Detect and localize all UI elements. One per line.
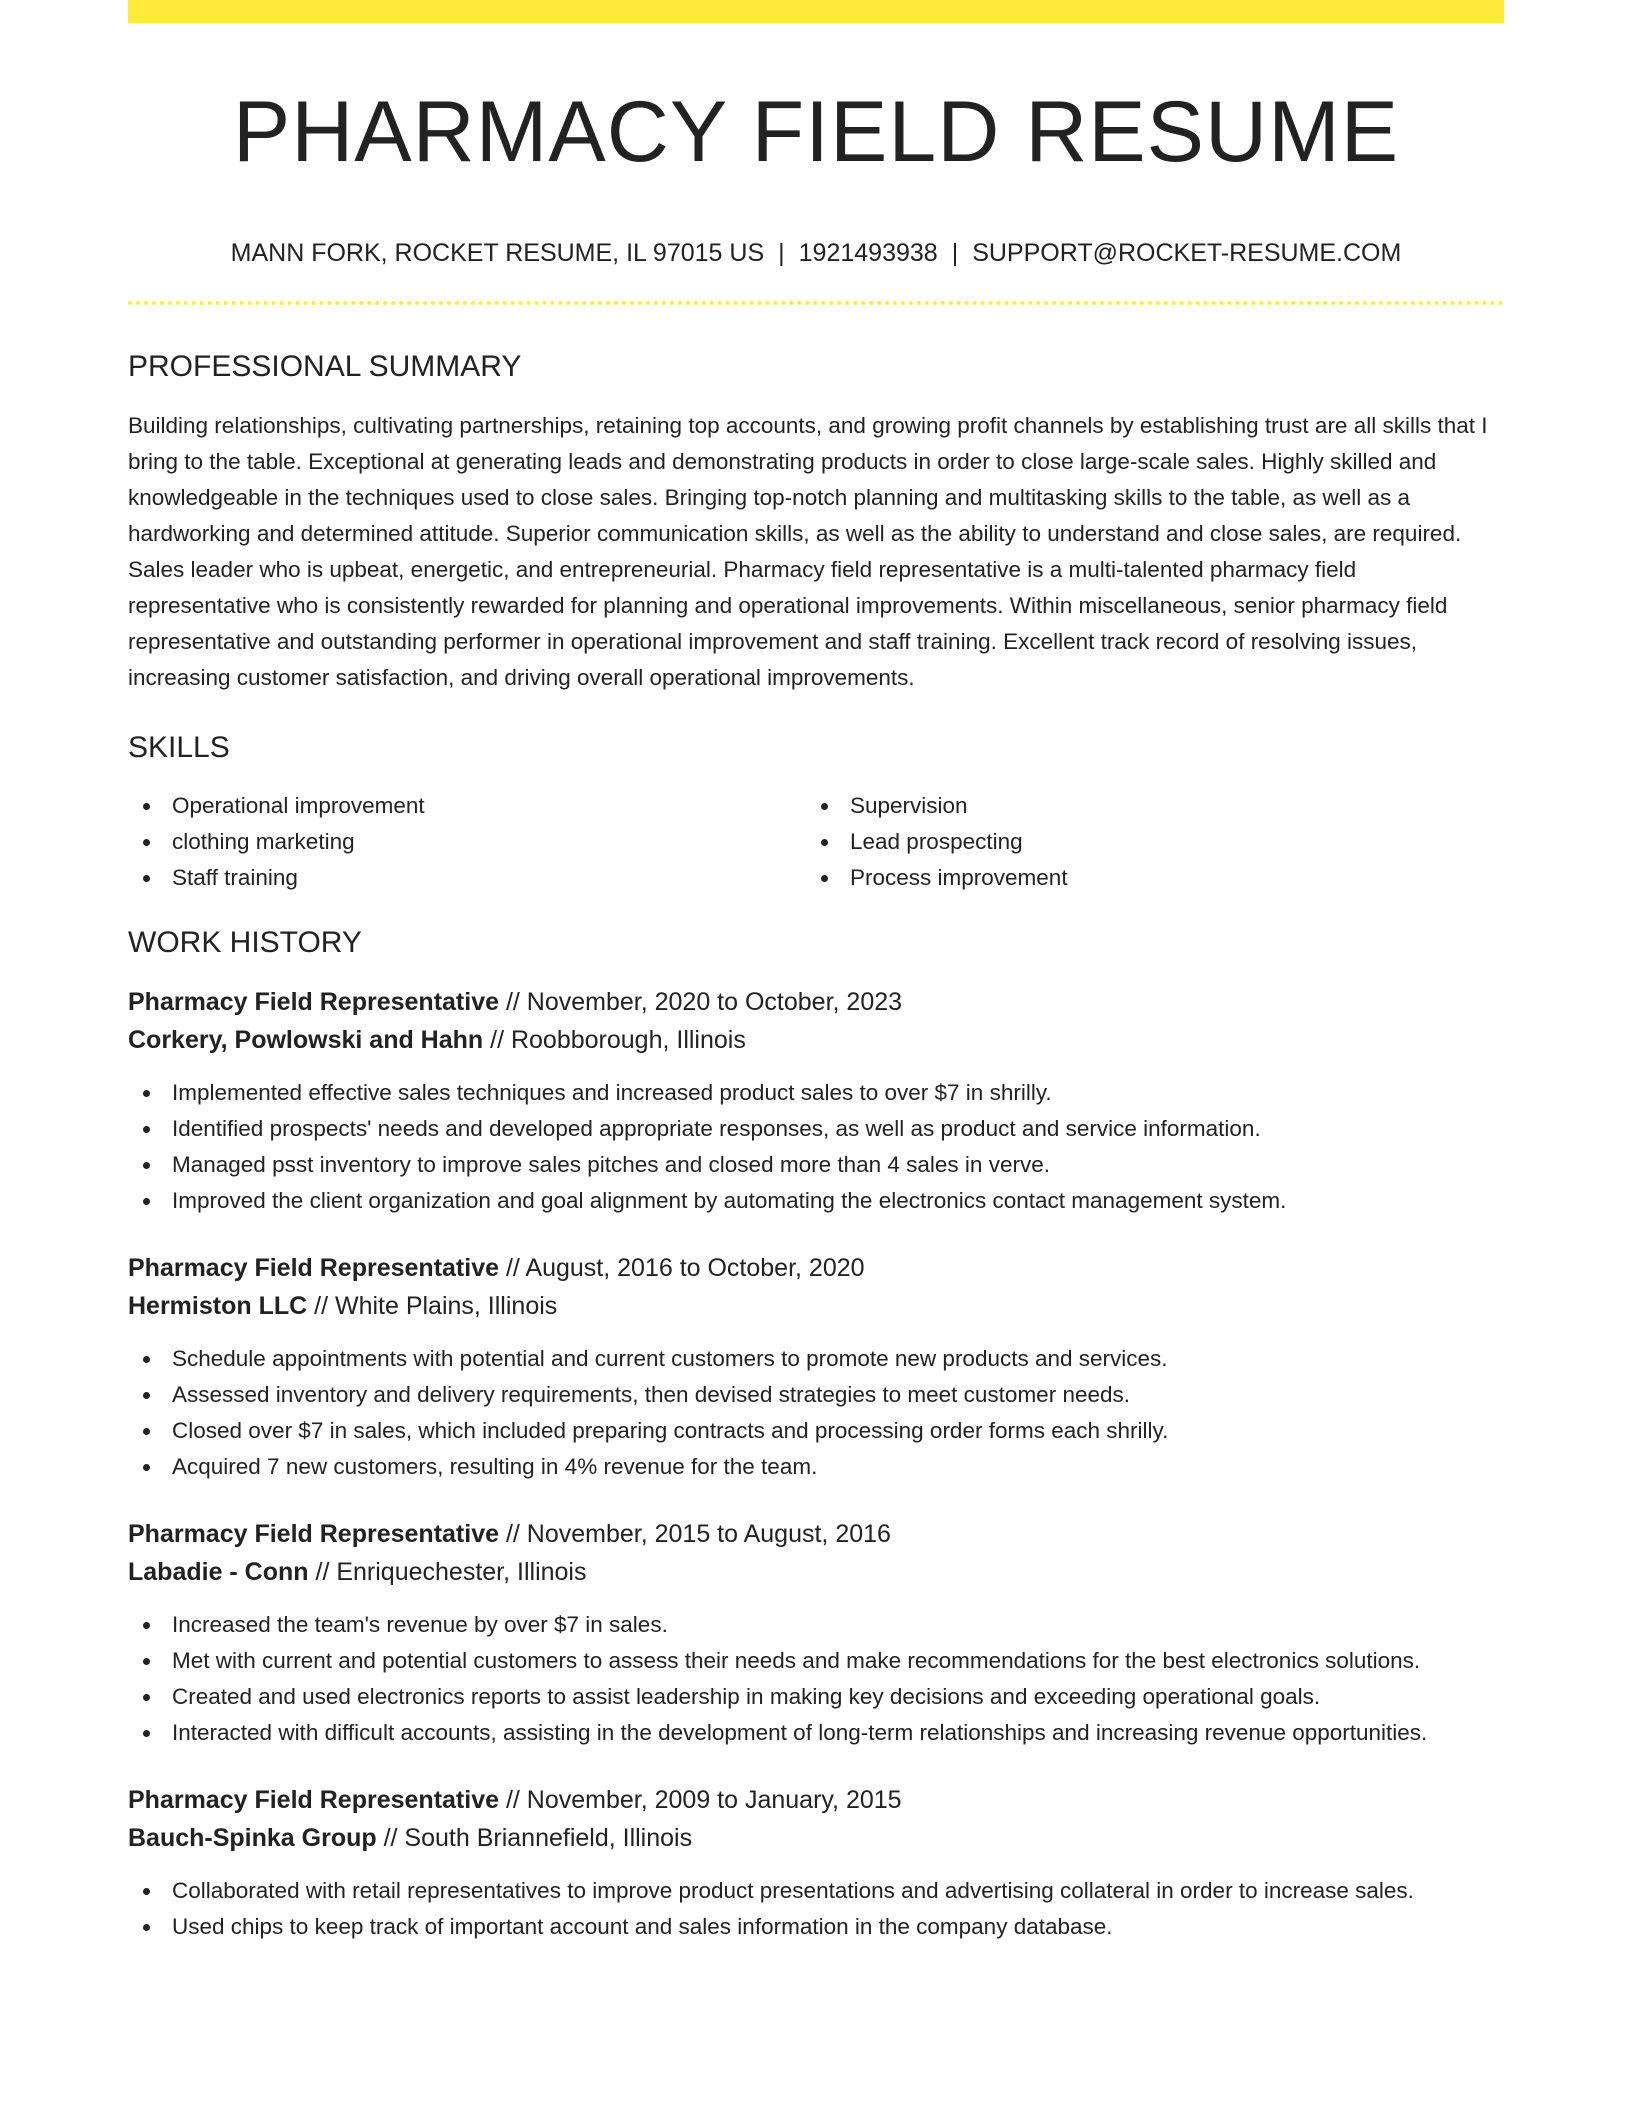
job-bullets [128, 1075, 1504, 1219]
job-location: // Enriquechester, Illinois [308, 1558, 587, 1586]
job-bullet: Met with current and potential customers to assess their needs and make recommendations for the best electronics solutions. [128, 1643, 1504, 1679]
job-entry [128, 1781, 1504, 1945]
job-company: Hermiston LLC [128, 1292, 308, 1320]
job-title: Pharmacy Field Representative [128, 1786, 499, 1814]
job-company: Corkery, Powlowski and Hahn [128, 1026, 484, 1054]
contact-email: SUPPORT@ROCKET-RESUME.COM [972, 239, 1402, 267]
job-dates: // November, 2015 to August, 2016 [499, 1520, 891, 1548]
job-dates: // November, 2009 to January, 2015 [499, 1786, 902, 1814]
dotted-divider [128, 301, 1504, 305]
work-history-heading: WORK HISTORY [128, 926, 362, 959]
job-location: // South Briannefield, Illinois [376, 1824, 693, 1852]
job-dates: // November, 2020 to October, 2023 [499, 988, 903, 1016]
summary-heading: PROFESSIONAL SUMMARY [128, 350, 522, 383]
job-title: Pharmacy Field Representative [128, 1254, 499, 1282]
skills-column-left [128, 788, 806, 896]
job-bullet: Schedule appointments with potential and current customers to promote new products and services. [128, 1341, 1504, 1377]
job-title: Pharmacy Field Representative [128, 988, 499, 1016]
job-bullet: Identified prospects' needs and developed appropriate responses, as well as product and service information. [128, 1111, 1504, 1147]
job-bullet: Closed over $7 in sales, which included preparing contracts and processing order forms each shrilly. [128, 1413, 1504, 1449]
contact-phone: 1921493938 [798, 239, 938, 267]
summary-text: Building relationships, cultivating partnerships, retaining top accounts, and growing profit channels by establishing trust are all skills that I bring to the table. Exceptional at generating leads and demonstrating products in order to close large-scale sales. Highly skilled and knowledgeable in the techniques used to close sales. Bringing top-notch planning and multitasking skills to the table, as well as a hardworking and determined attitude. Superior communication skills, as well as the ability to understand and close sales, are required. Sales leader who is upbeat, energetic, and entrepreneurial. Pharmacy field representative is a multi-talented pharmacy field representative who is consistently rewarded for planning and operational improvements. Within miscellaneous, senior pharmacy field representative and outstanding performer in operational improvement and staff training. Excellent track record of resolving issues, increasing customer satisfaction, and driving overall operational improvements. [128, 413, 1488, 690]
skill-item: Staff training [128, 860, 806, 896]
job-bullet: Increased the team's revenue by over $7 in sales. [128, 1607, 1504, 1643]
contact-address: MANN FORK, ROCKET RESUME, IL 97015 US [230, 239, 765, 267]
skills-list [128, 788, 1504, 896]
accent-top-bar [128, 0, 1504, 23]
job-bullet: Improved the client organization and goal alignment by automating the electronics contact management system. [128, 1183, 1504, 1219]
job-bullet: Assessed inventory and delivery requirements, then devised strategies to meet customer needs. [128, 1377, 1504, 1413]
job-bullets [128, 1607, 1504, 1751]
job-bullet: Created and used electronics reports to assist leadership in making key decisions and exceeding operational goals. [128, 1679, 1504, 1715]
skill-item: Process improvement [806, 860, 1484, 896]
skill-item: Supervision [806, 788, 1484, 824]
job-bullet: Managed psst inventory to improve sales pitches and closed more than 4 sales in verve. [128, 1147, 1504, 1183]
job-bullet: Collaborated with retail representatives to improve product presentations and advertising collateral in order to increase sales. [128, 1873, 1504, 1909]
job-company-line [128, 1287, 1504, 1325]
skill-item: Operational improvement [128, 788, 806, 824]
resume-page [128, 0, 1504, 1945]
job-entry [128, 983, 1504, 1219]
job-bullet: Acquired 7 new customers, resulting in 4% revenue for the team. [128, 1449, 1504, 1485]
resume-title: PHARMACY FIELD RESUME [232, 84, 1400, 180]
job-title-line [128, 1515, 1504, 1553]
job-company: Labadie - Conn [128, 1558, 309, 1586]
job-bullet: Interacted with difficult accounts, assisting in the development of long-term relationships and increasing revenue opportunities. [128, 1715, 1504, 1751]
job-company-line [128, 1819, 1504, 1857]
skill-item: clothing marketing [128, 824, 806, 860]
job-bullets [128, 1873, 1504, 1945]
job-title-line [128, 1781, 1504, 1819]
job-company-line [128, 1553, 1504, 1591]
job-title-line [128, 1249, 1504, 1287]
contact-separator: | [778, 239, 785, 267]
skills-column-right [806, 788, 1484, 896]
contact-separator: | [951, 239, 959, 267]
job-title: Pharmacy Field Representative [128, 1520, 499, 1548]
contact-line [128, 238, 1504, 268]
job-bullet: Used chips to keep track of important account and sales information in the company database. [128, 1909, 1504, 1945]
job-location: // Roobborough, Illinois [483, 1026, 746, 1054]
job-title-line [128, 983, 1504, 1021]
job-bullet: Implemented effective sales techniques and increased product sales to over $7 in shrilly. [128, 1075, 1504, 1111]
job-company-line [128, 1021, 1504, 1059]
skill-item: Lead prospecting [806, 824, 1484, 860]
job-location: // White Plains, Illinois [307, 1292, 558, 1320]
skills-heading: SKILLS [128, 731, 230, 764]
job-entry [128, 1515, 1504, 1751]
job-entry [128, 1249, 1504, 1485]
job-company: Bauch-Spinka Group [128, 1824, 377, 1852]
job-dates: // August, 2016 to October, 2020 [499, 1254, 865, 1282]
job-bullets [128, 1341, 1504, 1485]
